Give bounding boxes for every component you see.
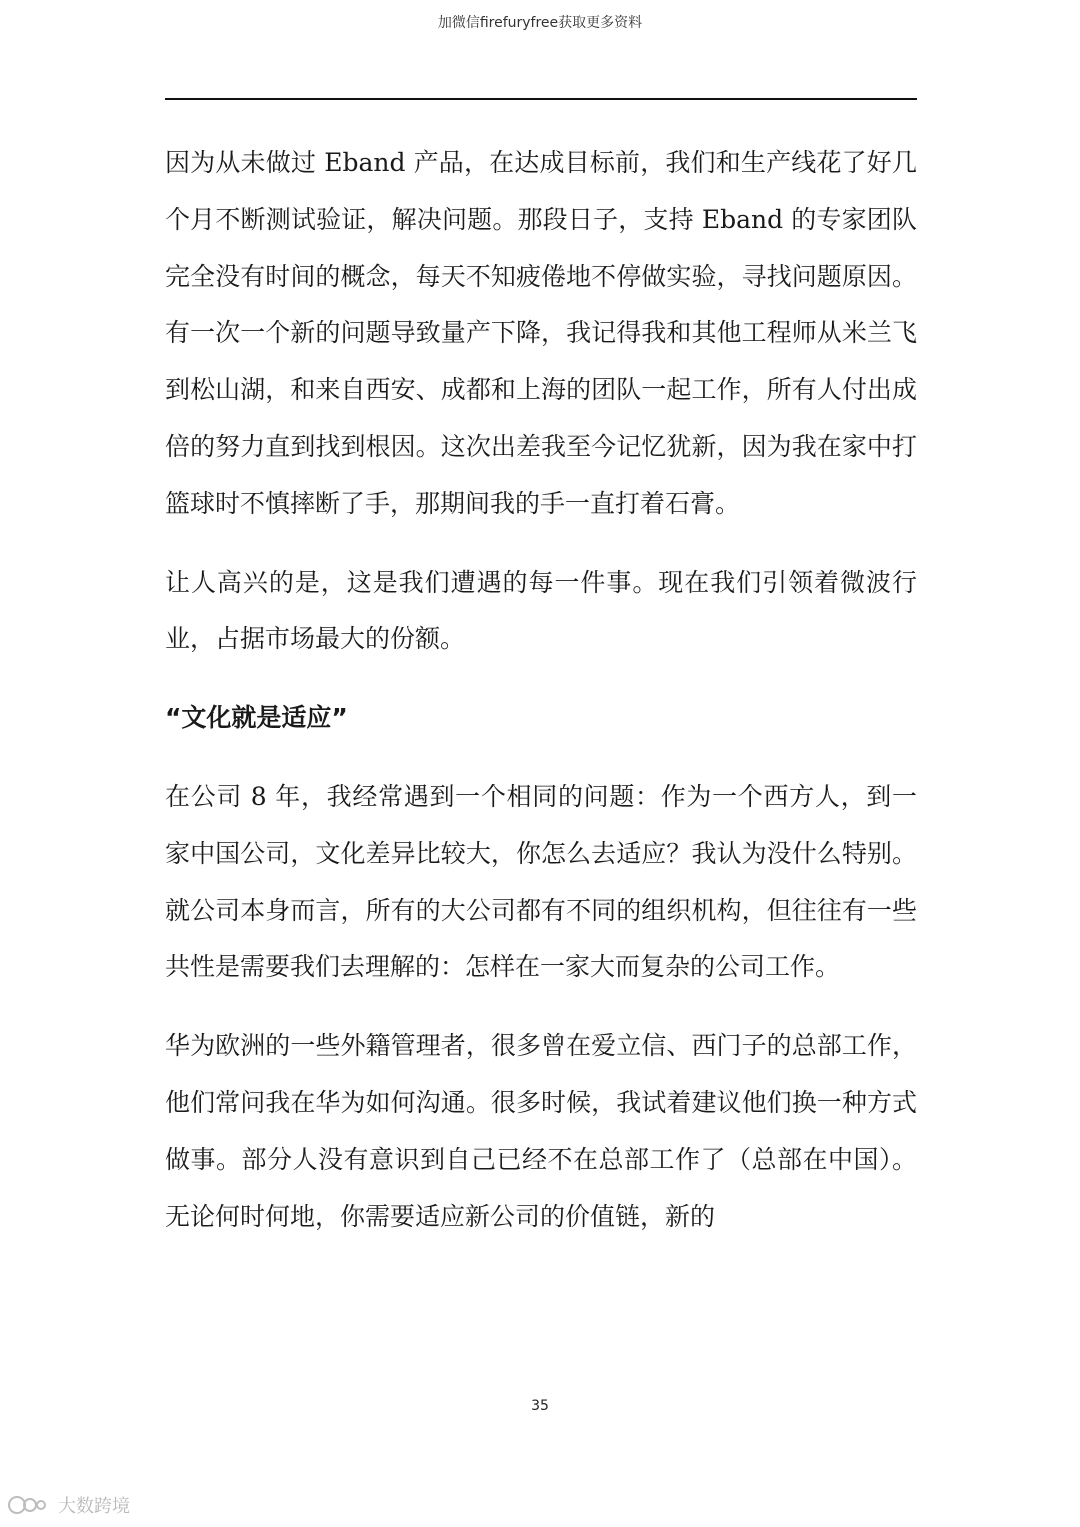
paragraph: 华为欧洲的一些外籍管理者，很多曾在爱立信、西门子的总部工作，他们常问我在华为如何沟通。很多时候，我试着建议他们换一种方式做事。部分人没有意识到自己已经不在总部工作了（总部在中国）。无论何时何地，你需要适应新公司的价值链，新的 [165,1031,917,1231]
watermark [6,1492,130,1518]
watermark-text: 大数跨境 [58,1496,130,1517]
header-rule [165,98,917,100]
article-body [165,135,917,1267]
watermark-logo-icon [6,1494,52,1516]
paragraph: 因为从未做过 Eband 产品，在达成目标前，我们和生产线花了好几个月不断测试验证，解决问题。那段日子，支持 Eband 的专家团队完全没有时间的概念，每天不知疲倦地不停做实验，寻找问题原因。有一次一个新的问题导致量产下降，我记得我和其他工程师从米兰飞到松山湖，和来自西安、成都和上海的团队一起工作，所有人付出成倍的努力直到找到根因。这次出差我至今记忆犹新，因为我在家中打篮球时不慎摔断了手，那期间我的手一直打着石膏。 [165,148,917,518]
paragraph: 在公司 8 年，我经常遇到一个相同的问题：作为一个西方人，到一家中国公司，文化差异比较大，你怎么去适应？我认为没什么特别。就公司本身而言，所有的大公司都有不同的组织机构，但往往有一些共性是需要我们去理解的：怎样在一家大而复杂的公司工作。 [165,781,917,982]
section-heading: “文化就是适应” [165,703,348,733]
page-header: 加微信firefuryfree获取更多资料 [437,15,643,31]
paragraph: 让人高兴的是，这是我们遭遇的每一件事。现在我们引领着微波行业，占据市场最大的份额。 [165,567,917,654]
page-number: 35 [531,1398,549,1414]
